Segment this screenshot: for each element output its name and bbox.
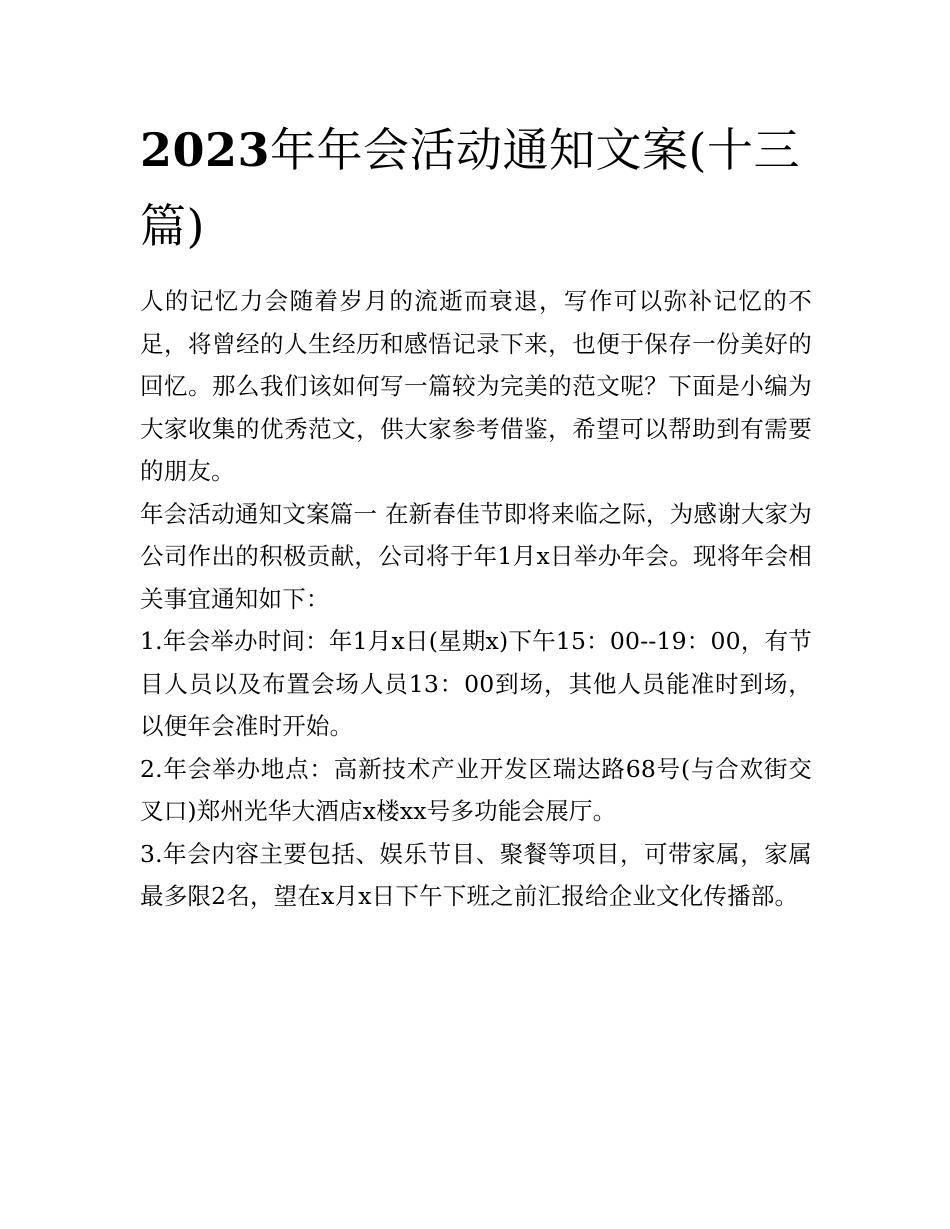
item-location-paragraph: 2.年会举办地点：高新技术产业开发区瑞达路68号(与合欢街交叉口)郑州光华大酒店x楼xx号多功能会展厅。 [140, 754, 812, 825]
title-year: 2023 [140, 123, 271, 177]
item-time-paragraph: 1.年会举办时间：年1月x日(星期x)下午15：00--19：00，有节目人员以及布置会场人员13：00到场，其他人员能准时到场，以便年会准时开始。 [140, 627, 812, 740]
intro-paragraph: 人的记忆力会随着岁月的流逝而衰退，写作可以弥补记忆的不足，将曾经的人生经历和感悟记录下来，也便于保存一份美好的回忆。那么我们该如何写一篇较为完美的范文呢？下面是小编为大家收集的优秀范文，供大家参考借鉴，希望可以帮助到有需要的朋友。 [140, 287, 812, 485]
item-content-paragraph: 3.年会内容主要包括、娱乐节目、聚餐等项目，可带家属，家属最多限2名，望在x月x日下午下班之前汇报给企业文化传播部。 [140, 839, 812, 910]
document-title [140, 112, 820, 264]
notice-paragraph: 年会活动通知文案篇一 在新春佳节即将来临之际，为感谢大家为公司作出的积极贡献，公司将于年1月x日举办年会。现将年会相关事宜通知如下： [140, 499, 812, 613]
title-text: 年年会活动通知文案(十三篇) [140, 123, 800, 253]
document-body [140, 280, 812, 918]
